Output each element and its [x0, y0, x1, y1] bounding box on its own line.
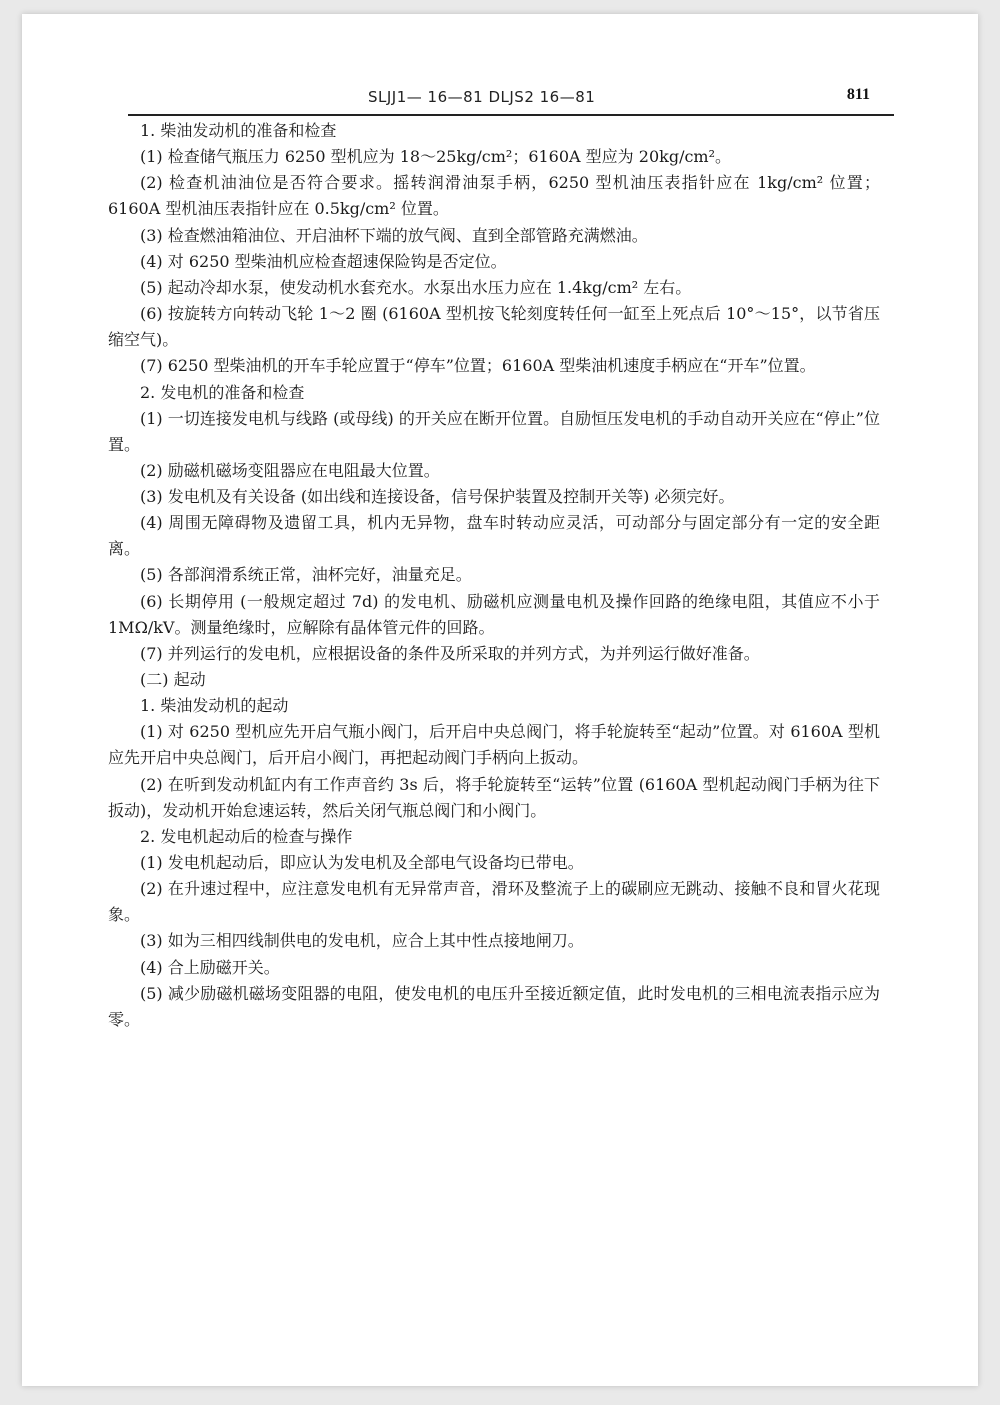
paragraph: (2) 在听到发动机缸内有工作声音约 3s 后，将手轮旋转至“运转”位置 (6160A 型机起动阀门手柄为往下扳动)，发动机开始怠速运转，然后关闭气瓶总阀门和小阀门。: [108, 774, 880, 820]
paragraph: (7) 并列运行的发电机，应根据设备的条件及所采取的并列方式，为并列运行做好准备。: [140, 643, 760, 663]
paragraph: (3) 发电机及有关设备 (如出线和连接设备，信号保护装置及控制开关等) 必须完好。: [140, 487, 735, 507]
paragraph: (4) 合上励磁开关。: [140, 957, 280, 977]
paragraph: (2) 在升速过程中，应注意发电机有无异常声音，滑环及整流子上的碳刷应无跳动、接触不良和冒火花现象。: [108, 879, 880, 925]
paragraph: (7) 6250 型柴油机的开车手轮应置于“停车”位置；6160A 型柴油机速度手柄应在“开车”位置。: [140, 356, 816, 376]
paragraph: (1) 检查储气瓶压力 6250 型机应为 18～25kg/cm²；6160A 型应为 20kg/cm²。: [140, 147, 732, 167]
paragraph: (3) 如为三相四线制供电的发电机，应合上其中性点接地闸刀。: [140, 931, 584, 951]
paragraph: (4) 对 6250 型柴油机应检查超速保险钩是否定位。: [140, 251, 507, 271]
paragraph: (4) 周围无障碍物及遗留工具，机内无异物，盘车时转动应灵活，可动部分与固定部分有一定的安全距离。: [108, 513, 880, 559]
paragraph: 2. 发电机的准备和检查: [140, 382, 305, 402]
paragraph: (1) 发电机起动后，即应认为发电机及全部电气设备均已带电。: [140, 852, 584, 872]
paragraph: (5) 起动冷却水泵，使发动机水套充水。水泵出水压力应在 1.4kg/cm² 左右。: [140, 277, 692, 297]
paragraph: (1) 一切连接发电机与线路 (或母线) 的开关应在断开位置。自励恒压发电机的手动自动开关应在“停止”位置。: [108, 408, 880, 454]
paragraph: 2. 发电机起动后的检查与操作: [140, 826, 353, 846]
paragraph: (5) 各部润滑系统正常，油杯完好，油量充足。: [140, 565, 472, 585]
paragraph: (3) 检查燃油箱油位、开启油杯下端的放气阀、直到全部管路充满燃油。: [140, 225, 648, 245]
paragraph: (6) 按旋转方向转动飞轮 1～2 圈 (6160A 型机按飞轮刻度转任何一缸至上死点后 10°～15°，以节省压缩空气)。: [108, 304, 880, 350]
page-number: 811: [846, 86, 870, 103]
paragraph: (6) 长期停用 (一般规定超过 7d) 的发电机、励磁机应测量电机及操作回路的绝缘电阻，其值应不小于 1MΩ/kV。测量绝缘时，应解除有晶体管元件的回路。: [108, 591, 880, 637]
paragraph: (二) 起动: [140, 670, 206, 689]
paragraph: (1) 对 6250 型机应先开启气瓶小阀门，后开启中央总阀门，将手轮旋转至“起动”位置。对 6160A 型机应先开启中央总阀门，后开启小阀门，再把起动阀门手柄向上扳动。: [108, 722, 880, 768]
paragraph: 1. 柴油发动机的准备和检查: [140, 121, 337, 140]
document-body: [108, 118, 880, 1033]
page-header: [128, 82, 894, 116]
paragraph: 1. 柴油发动机的起动: [140, 696, 289, 716]
paragraph: (5) 减少励磁机磁场变阻器的电阻，使发电机的电压升至接近额定值，此时发电机的三相电流表指示应为零。: [108, 983, 880, 1029]
standard-code: SLJJ1— 16—81 DLJS2 16—81: [368, 88, 596, 106]
paragraph: (2) 励磁机磁场变阻器应在电阻最大位置。: [140, 460, 440, 480]
paragraph: (2) 检查机油油位是否符合要求。摇转润滑油泵手柄，6250 型机油压表指针应在 1kg/cm² 位置；6160A 型机油压表指针应在 0.5kg/cm² 位置。: [108, 173, 880, 219]
